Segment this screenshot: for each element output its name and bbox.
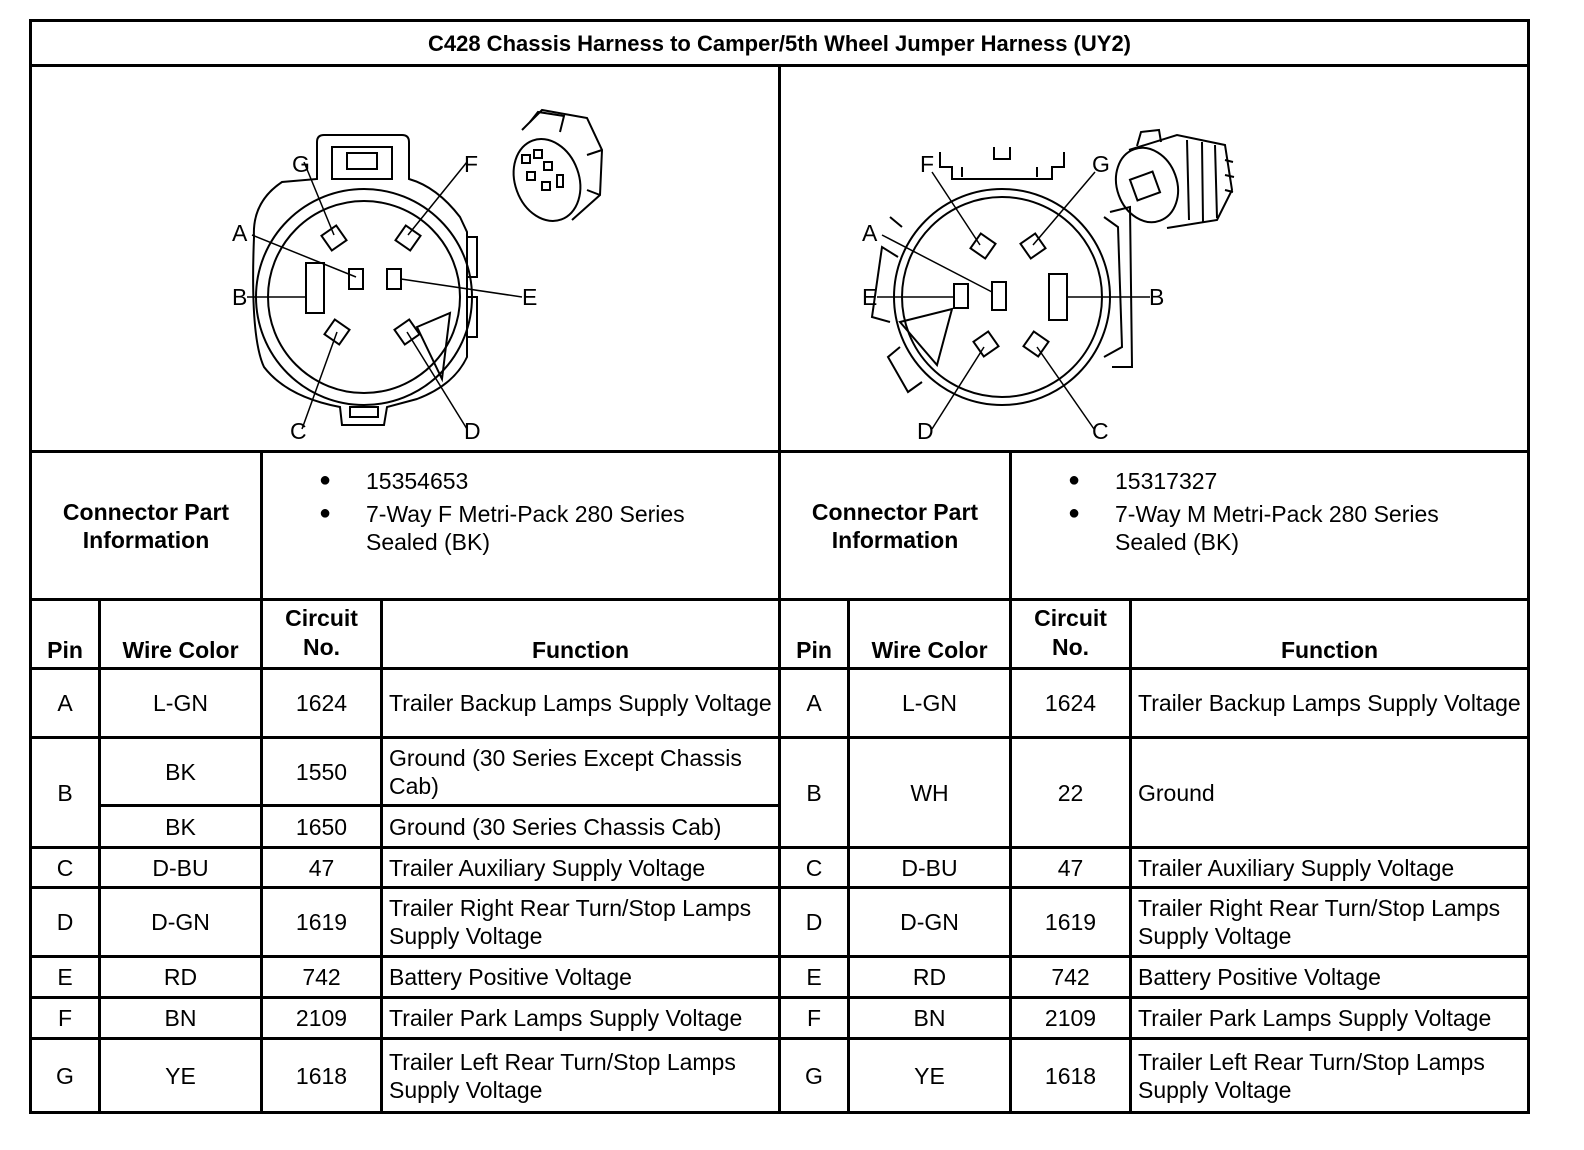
left-row-b-pin: B <box>57 779 73 806</box>
bullet: ● <box>319 502 332 524</box>
left-row-d-color: D-GN <box>151 909 210 935</box>
right-row-c-circuit: 47 <box>1057 854 1084 881</box>
left-row-d-function: Trailer Right Rear Turn/Stop Lamps Supply Voltage <box>389 895 752 949</box>
right-row-e-function: Battery Positive Voltage <box>1138 964 1381 990</box>
left-row-a-pin: A <box>57 690 73 716</box>
left-row-f-color: BN <box>164 1005 197 1031</box>
right-row-a-color: L-GN <box>902 690 957 716</box>
bullet: ● <box>1068 469 1081 491</box>
right-row-f-color: BN <box>913 1005 946 1031</box>
right-part-description-cont: Sealed (BK) <box>1115 529 1240 555</box>
left-row-c-pin: C <box>56 854 74 881</box>
right-row-b-pin: B <box>806 779 822 806</box>
divider <box>1009 450 1012 600</box>
left-row-e-function: Battery Positive Voltage <box>389 964 632 990</box>
left-row-f-pin: F <box>57 1005 73 1031</box>
right-row-f-function: Trailer Park Lamps Supply Voltage <box>1138 1005 1492 1031</box>
left-row-b2-color: BK <box>165 813 196 840</box>
right-row-c-color: D-BU <box>901 854 958 881</box>
right-row-g-pin: G <box>805 1063 823 1089</box>
right-row-g-circuit: 1618 <box>1044 1063 1097 1089</box>
right-row-d-color: D-GN <box>900 909 959 935</box>
right-row-b-color: WH <box>910 779 949 806</box>
left-row-b2-circuit: 1650 <box>295 813 348 840</box>
left-row-d-pin: D <box>56 909 74 935</box>
right-row-f-pin: F <box>806 1005 822 1031</box>
pin-label-b: B <box>232 284 248 310</box>
right-part-description: 7-Way M Metri-Pack 280 Series <box>1115 501 1439 527</box>
header-circuit-no: No. <box>1051 634 1090 660</box>
left-row-b2-function: Ground (30 Series Chassis Cab) <box>389 813 722 840</box>
left-row-g-pin: G <box>56 1063 74 1089</box>
right-connector-label: Connector Part Information <box>811 498 979 553</box>
left-part-description-cont: Sealed (BK) <box>366 529 491 555</box>
right-row-c-pin: C <box>805 854 823 881</box>
left-row-c-circuit: 47 <box>308 854 335 881</box>
left-row-g-color: YE <box>165 1063 196 1089</box>
right-part-number: 15317327 <box>1115 468 1218 494</box>
header-function: Function <box>531 636 630 663</box>
pin-label-f: F <box>920 151 935 177</box>
pin-label-e: E <box>862 284 878 310</box>
pin-label-c: C <box>1092 418 1109 444</box>
right-row-d-circuit: 1619 <box>1044 909 1097 935</box>
header-function: Function <box>1280 636 1379 663</box>
left-row-d-circuit: 1619 <box>295 909 348 935</box>
left-connector-perspective-drawing <box>502 100 612 230</box>
right-row-e-color: RD <box>912 964 947 990</box>
left-connector-face-drawing <box>192 117 552 444</box>
header-wire-color: Wire Color <box>871 636 988 663</box>
pin-label-a: A <box>232 220 248 246</box>
header-pin: Pin <box>796 636 832 663</box>
pin-label-d: D <box>464 418 481 444</box>
left-row-g-circuit: 1618 <box>295 1063 348 1089</box>
pin-label-d: D <box>917 418 934 444</box>
header-circuit: Circuit <box>1034 605 1107 631</box>
right-row-a-circuit: 1624 <box>1044 690 1097 716</box>
pin-label-g: G <box>1092 151 1110 177</box>
pin-label-g: G <box>292 151 310 177</box>
left-row-b1-function: Ground (30 Series Except Chassis Cab) <box>389 744 742 799</box>
right-row-a-function: Trailer Backup Lamps Supply Voltage <box>1138 690 1521 716</box>
left-row-b1-circuit: 1550 <box>295 758 348 785</box>
left-row-b1-color: BK <box>165 758 196 785</box>
right-row-b-circuit: 22 <box>1057 779 1084 806</box>
pin-label-a: A <box>862 220 878 246</box>
page-title: C428 Chassis Harness to Camper/5th Wheel Jumper Harness (UY2) <box>427 31 1132 56</box>
left-row-c-function: Trailer Auxiliary Supply Voltage <box>389 854 706 881</box>
header-circuit-no: No. <box>302 634 341 660</box>
header-pin: Pin <box>47 636 83 663</box>
right-row-g-function: Trailer Left Rear Turn/Stop Lamps Supply Voltage <box>1138 1049 1485 1103</box>
left-part-number: 15354653 <box>366 468 469 494</box>
left-row-e-circuit: 742 <box>302 964 341 990</box>
pin-label-f: F <box>464 151 479 177</box>
right-row-g-color: YE <box>914 1063 945 1089</box>
left-row-e-pin: E <box>57 964 73 990</box>
header-circuit: Circuit <box>285 605 358 631</box>
right-row-d-pin: D <box>805 909 823 935</box>
pin-label-c: C <box>290 418 307 444</box>
bullet: ● <box>1068 502 1081 524</box>
right-connector-perspective-drawing <box>1107 120 1247 240</box>
right-row-e-pin: E <box>806 964 822 990</box>
left-connector-label: Connector Part Information <box>62 498 230 553</box>
connector-sheet <box>29 19 1530 1114</box>
pin-label-b: B <box>1149 284 1165 310</box>
right-row-c-function: Trailer Auxiliary Supply Voltage <box>1138 854 1455 881</box>
header-wire-color: Wire Color <box>122 636 239 663</box>
left-row-a-function: Trailer Backup Lamps Supply Voltage <box>389 690 772 716</box>
left-row-g-function: Trailer Left Rear Turn/Stop Lamps Supply Voltage <box>389 1049 736 1103</box>
left-row-a-circuit: 1624 <box>295 690 348 716</box>
left-part-description: 7-Way F Metri-Pack 280 Series <box>366 501 685 527</box>
right-row-f-circuit: 2109 <box>1044 1005 1097 1031</box>
right-row-b-function: Ground <box>1138 779 1215 806</box>
right-row-a-pin: A <box>806 690 822 716</box>
right-row-d-function: Trailer Right Rear Turn/Stop Lamps Supply Voltage <box>1138 895 1501 949</box>
left-row-c-color: D-BU <box>152 854 209 881</box>
left-row-f-function: Trailer Park Lamps Supply Voltage <box>389 1005 743 1031</box>
left-row-f-circuit: 2109 <box>295 1005 348 1031</box>
bullet: ● <box>319 469 332 491</box>
left-row-a-color: L-GN <box>153 690 208 716</box>
divider <box>260 450 263 600</box>
pin-label-e: E <box>522 284 538 310</box>
right-row-e-circuit: 742 <box>1051 964 1090 990</box>
left-row-e-color: RD <box>163 964 198 990</box>
